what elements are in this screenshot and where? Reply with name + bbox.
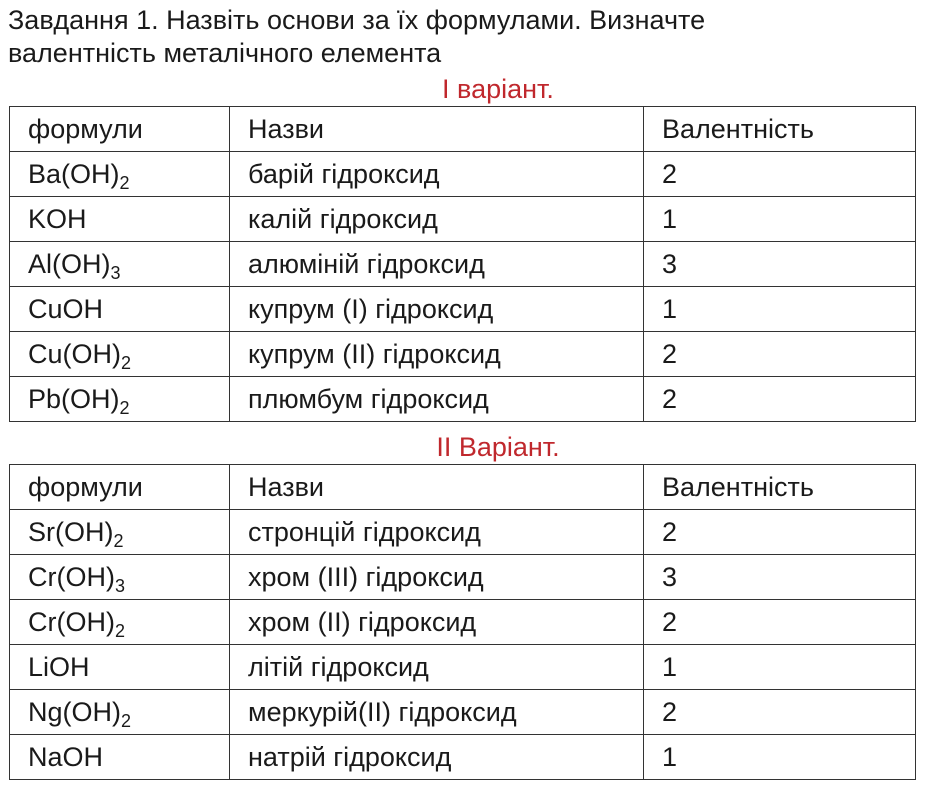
variant-1-body (10, 107, 916, 422)
name-cell: купрум (І) гідроксид (230, 287, 644, 332)
valence-cell: 2 (644, 332, 916, 377)
name-cell: натрій гідроксид (230, 735, 644, 780)
formula-subscript: 2 (114, 620, 125, 641)
name-cell: алюміній гідроксид (230, 242, 644, 287)
formula-base: Pb(OH) (28, 383, 120, 414)
formula-subscript: 3 (110, 262, 121, 283)
formula-subscript: 2 (119, 172, 130, 193)
formula-cell (10, 510, 230, 555)
formula-subscript: 2 (113, 530, 124, 551)
formula-base: Ba(OH) (28, 158, 120, 189)
formula-cell (10, 152, 230, 197)
variant-1-table (9, 106, 916, 422)
table-header-row (10, 465, 916, 510)
formula-base: Cr(OH) (28, 606, 115, 637)
valence-cell: 2 (644, 510, 916, 555)
table-row (10, 510, 916, 555)
formula-subscript: 3 (114, 575, 125, 596)
table-row (10, 555, 916, 600)
table-row (10, 197, 916, 242)
table-row (10, 242, 916, 287)
formula-cell (10, 332, 230, 377)
formula-base: NaOH (28, 741, 104, 772)
table-header-row (10, 107, 916, 152)
variant-2-body (10, 465, 916, 780)
variant-2-table (9, 464, 916, 780)
task-line-1: Завдання 1. Назвіть основи за їх формулами. Визначте (8, 5, 706, 35)
formula-base: Al(OH) (28, 248, 111, 279)
valence-cell: 3 (644, 555, 916, 600)
name-cell: калій гідроксид (230, 197, 644, 242)
name-cell: меркурій(ІІ) гідроксид (230, 690, 644, 735)
formula-base: KOH (28, 203, 87, 234)
table-row (10, 645, 916, 690)
formula-base: Sr(OH) (28, 516, 114, 547)
table-row (10, 690, 916, 735)
valence-cell: 3 (644, 242, 916, 287)
valence-cell: 2 (644, 152, 916, 197)
formula-cell (10, 555, 230, 600)
variant-1-title: І варіант. (442, 74, 554, 104)
table-row (10, 735, 916, 780)
formula-base: Cu(OH) (28, 338, 121, 369)
header-formula: формули (10, 465, 230, 510)
name-cell: літій гідроксид (230, 645, 644, 690)
table-row (10, 600, 916, 645)
table-row (10, 377, 916, 422)
table-row (10, 332, 916, 377)
table-row (10, 287, 916, 332)
name-cell: стронцій гідроксид (230, 510, 644, 555)
formula-base: Ng(OH) (28, 696, 121, 727)
valence-cell: 1 (644, 197, 916, 242)
task-line-2: валентність металічного елемента (8, 38, 442, 68)
valence-cell: 2 (644, 377, 916, 422)
formula-cell (10, 377, 230, 422)
name-cell: барій гідроксид (230, 152, 644, 197)
formula-base: CuOH (28, 293, 104, 324)
formula-base: Cr(OH) (28, 561, 115, 592)
formula-cell (10, 197, 230, 242)
formula-cell (10, 600, 230, 645)
name-cell: хром (ІІ) гідроксид (230, 600, 644, 645)
table-row (10, 152, 916, 197)
task-heading (8, 4, 928, 70)
valence-cell: 2 (644, 690, 916, 735)
valence-cell: 1 (644, 287, 916, 332)
variant-2-title: ІІ Варіант. (436, 432, 560, 462)
formula-cell (10, 242, 230, 287)
header-name: Назви (230, 107, 644, 152)
header-formula: формули (10, 107, 230, 152)
formula-cell (10, 645, 230, 690)
name-cell: плюмбум гідроксид (230, 377, 644, 422)
header-valence: Валентність (644, 107, 916, 152)
name-cell: хром (ІІІ) гідроксид (230, 555, 644, 600)
formula-cell (10, 287, 230, 332)
formula-subscript: 2 (121, 352, 132, 373)
name-cell: купрум (ІІ) гідроксид (230, 332, 644, 377)
valence-cell: 2 (644, 600, 916, 645)
header-name: Назви (230, 465, 644, 510)
header-valence: Валентність (644, 465, 916, 510)
formula-subscript: 2 (121, 710, 132, 731)
valence-cell: 1 (644, 645, 916, 690)
formula-cell (10, 735, 230, 780)
formula-cell (10, 690, 230, 735)
valence-cell: 1 (644, 735, 916, 780)
formula-base: LiOH (28, 651, 90, 682)
formula-subscript: 2 (119, 397, 130, 418)
